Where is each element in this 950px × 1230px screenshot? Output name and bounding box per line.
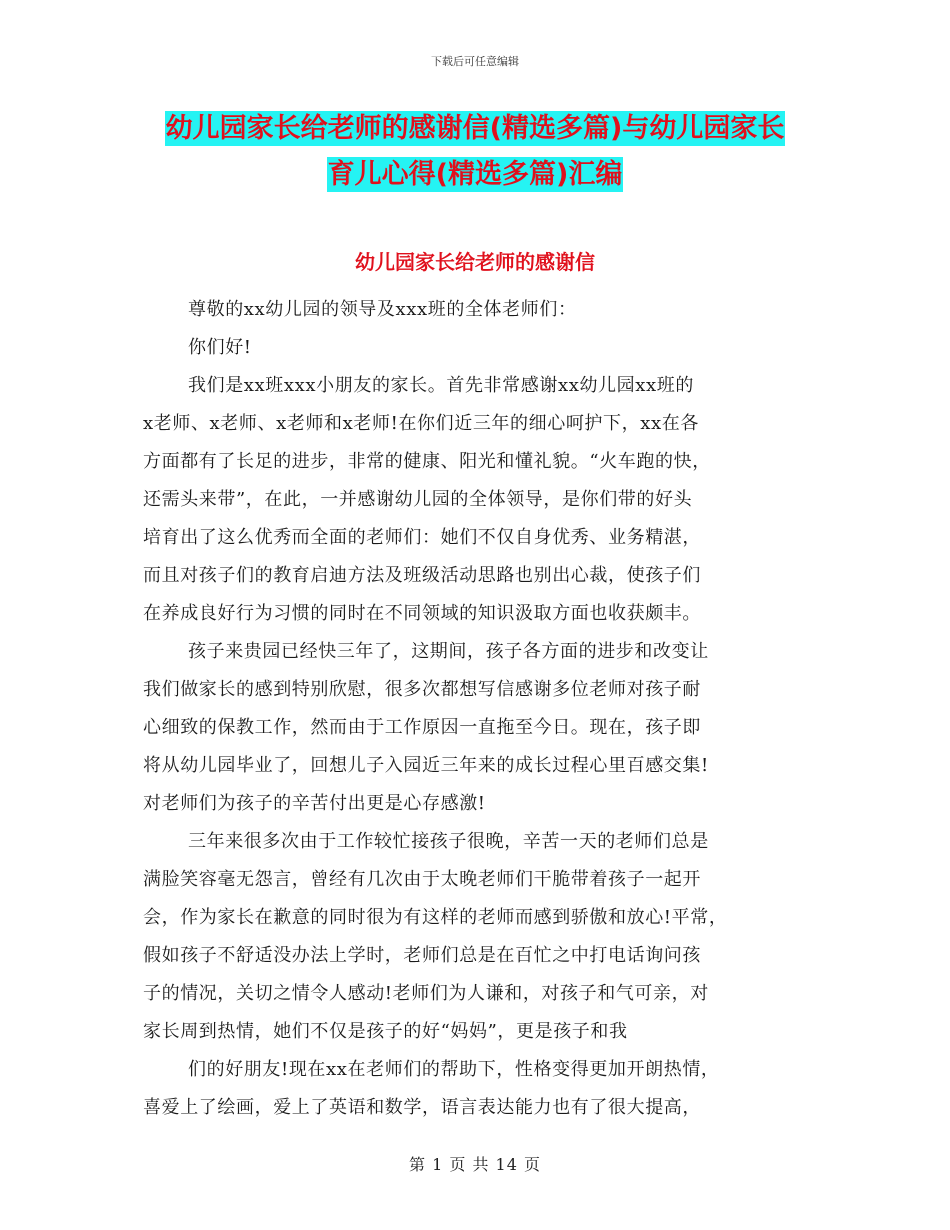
paragraph-line: 而且对孩子们的教育启迪方法及班级活动思路也别出心裁，使孩子们 [143,565,701,586]
paragraph-line: 满脸笑容毫无怨言，曾经有几次由于太晚老师们干脆带着孩子一起开 [143,869,701,890]
paragraph-line: 喜爱上了绘画，爱上了英语和数学，语言表达能力也有了很大提高， [143,1097,701,1118]
greeting: 你们好! [188,337,252,358]
paragraph-line: 我们是xx班xxx小朋友的家长。首先非常感谢xx幼儿园xx班的 [188,375,694,396]
salutation: 尊敬的xx幼儿园的领导及xxx班的全体老师们： [188,299,577,320]
header-note: 下载后可任意编辑 [431,55,519,68]
paragraph-line: 假如孩子不舒适没办法上学时，老师们总是在百忙之中打电话询问孩 [143,945,701,966]
title-highlight-1: 幼儿园家长给老师的感谢信(精选多篇)与幼儿园家长 [165,113,785,144]
document-title-line-2 [0,157,950,193]
paragraph-line: 孩子来贵园已经快三年了，这期间，孩子各方面的进步和改变让 [188,641,709,662]
paragraph-line: 我们做家长的感到特别欣慰，很多次都想写信感谢多位老师对孩子耐 [143,679,701,700]
paragraph-line: x老师、x老师、x老师和x老师!在你们近三年的细心呵护下，xx在各 [143,413,699,434]
paragraph-line: 还需头来带”，在此，一并感谢幼儿园的全体领导，是你们带的好头 [143,489,693,510]
title-highlight-2: 育儿心得(精选多篇)汇编 [327,159,623,190]
paragraph-line: 将从幼儿园毕业了，回想儿子入园近三年来的成长过程心里百感交集! [143,755,709,776]
paragraph-line: 对老师们为孩子的辛苦付出更是心存感激! [143,793,486,814]
paragraph-line: 们的好朋友!现在xx在老师们的帮助下，性格变得更加开朗热情， [188,1059,720,1080]
section-title: 幼儿园家长给老师的感谢信 [355,250,595,274]
paragraph-line: 三年来很多次由于工作较忙接孩子很晚，辛苦一天的老师们总是 [188,831,709,852]
paragraph-line: 子的情况，关切之情令人感动!老师们为人谦和，对孩子和气可亲，对 [143,983,709,1004]
paragraph-line: 在养成良好行为习惯的同时在不同领域的知识汲取方面也收获颇丰。 [143,603,701,624]
letter-body [143,291,813,1127]
paragraph-line: 心细致的保教工作，然而由于工作原因一直拖至今日。现在，孩子即 [143,717,701,738]
paragraph-line: 家长周到热情，她们不仅是孩子的好“妈妈”，更是孩子和我 [143,1021,628,1042]
document-title-line-1 [0,111,950,147]
paragraph-line: 会，作为家长在歉意的同时很为有这样的老师而感到骄傲和放心!平常， [143,907,728,928]
paragraph-line: 培育出了这么优秀而全面的老师们：她们不仅自身优秀、业务精湛， [143,527,701,548]
paragraph-line: 方面都有了长足的进步，非常的健康、阳光和懂礼貌。“火车跑的快， [143,451,711,472]
page-number: 第 1 页 共 14 页 [409,1155,541,1174]
